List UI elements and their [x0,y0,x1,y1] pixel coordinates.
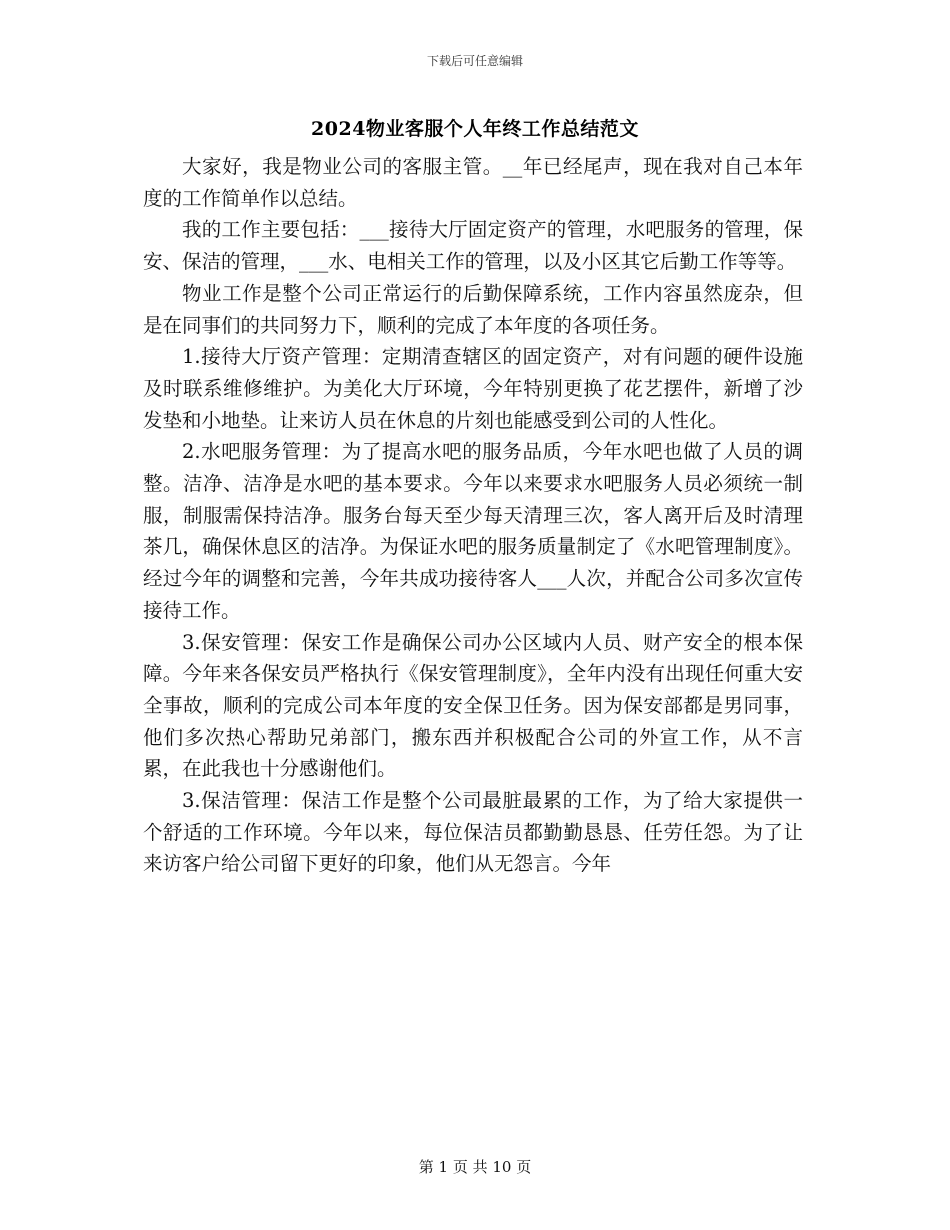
paragraph-security: 3.保安管理：保安工作是确保公司办公区域内人员、财产安全的根本保障。今年来各保安员严格执行《保安管理制度》，全年内没有出现任何重大安全事故，顺利的完成公司本年度的安全保卫任务。因为保安部都是男同事，他们多次热心帮助兄弟部门，搬东西并积极配合公司的外宣工作，从不言累，在此我也十分感谢他们。 [143,630,803,781]
paragraph-greeting: 大家好，我是物业公司的客服主管。__年已经尾声，现在我对自己本年度的工作简单作以总结。 [143,155,803,210]
document-body [143,151,803,880]
document-title: 2024物业客服个人年终工作总结范文 [311,118,639,140]
paragraph-responsibilities: 我的工作主要包括：___接待大厅固定资产的管理，水吧服务的管理，保安、保洁的管理，___水、电相关工作的管理，以及小区其它后勤工作等等。 [143,218,803,274]
paragraph-cleaning: 3.保洁管理：保洁工作是整个公司最脏最累的工作，为了给大家提供一个舒适的工作环境。今年以来，每位保洁员都勤勤恳恳、任劳任怨。为了让来访客户给公司留下更好的印象，他们从无怨言。今年 [143,789,803,876]
page-number: 第 1 页 共 10 页 [418,1158,532,1176]
paragraph-overview: 物业工作是整个公司正常运行的后勤保障系统，工作内容虽然庞杂，但是在同事们的共同努力下，顺利的完成了本年度的各项任务。 [143,281,803,337]
paragraph-water-bar: 2.水吧服务管理：为了提高水吧的服务品质，今年水吧也做了人员的调整。洁净、洁净是水吧的基本要求。今年以来要求水吧服务人员必须统一制服，制服需保持洁净。服务台每天至少每天清理三次，客人离开后及时清理茶几，确保休息区的洁净。为保证水吧的服务质量制定了《水吧管理制度》。经过今年的调整和完善，今年共成功接待客人___人次，并配合公司多次宣传接待工作。 [143,440,803,622]
paragraph-lobby-assets: 1.接待大厅资产管理：定期清查辖区的固定资产，对有问题的硬件设施及时联系维修维护。为美化大厅环境，今年特别更换了花艺摆件，新增了沙发垫和小地垫。让来访人员在休息的片刻也能感受到公司的人性化。 [143,345,803,432]
header-note: 下载后可任意编辑 [426,54,523,68]
